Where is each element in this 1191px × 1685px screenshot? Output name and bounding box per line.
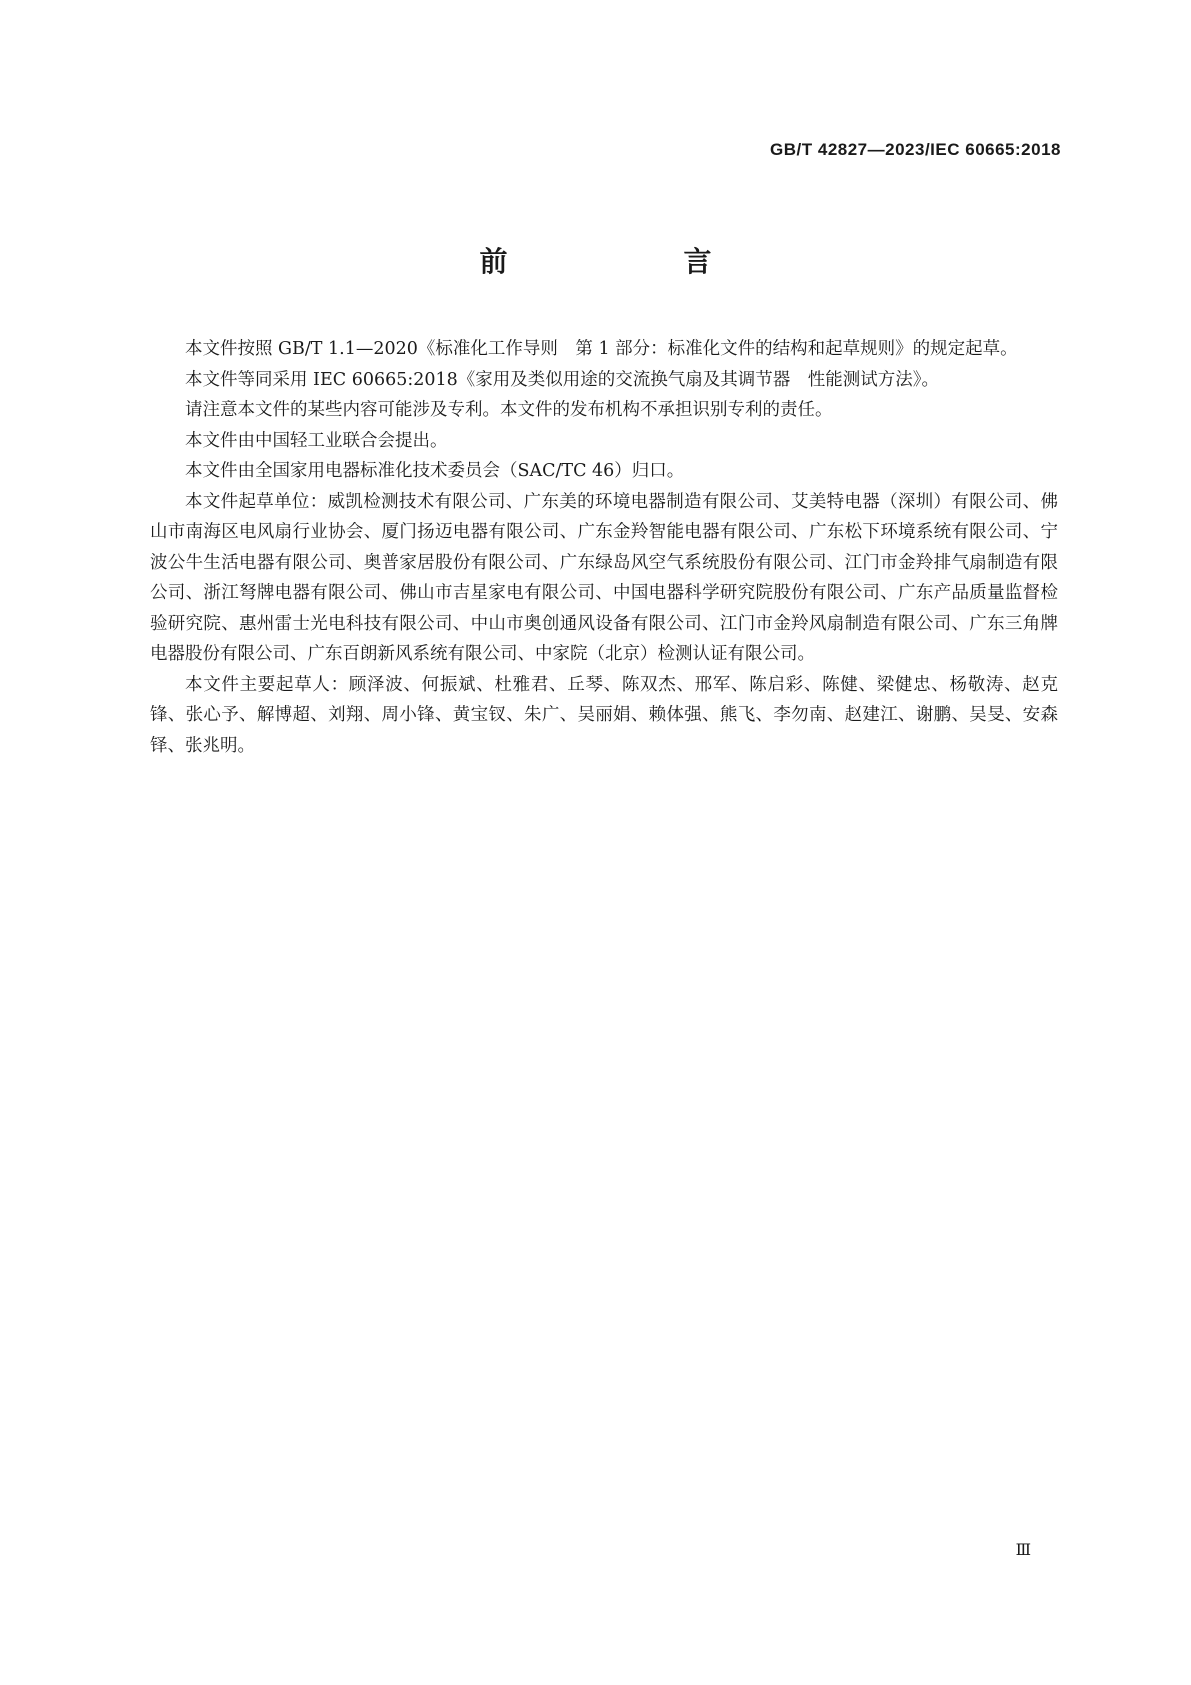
paragraph-drafting-organizations: 本文件起草单位：威凯检测技术有限公司、广东美的环境电器制造有限公司、艾美特电器（深圳）有限公司、佛山市南海区电风扇行业协会、厦门扬迈电器有限公司、广东金羚智能电器有限公司、广东松下环境系统有限公司、宁波公牛生活电器有限公司、奥普家居股份有限公司、广东绿岛风空气系统股份有限公司、江门市金羚排气扇制造有限公司、浙江弩牌电器有限公司、佛山市吉星家电有限公司、中国电器科学研究院股份有限公司、广东产品质量监督检验研究院、惠州雷士光电科技有限公司、中山市奥创通风设备有限公司、江门市金羚风扇制造有限公司、广东三角牌电器股份有限公司、广东百朗新风系统有限公司、中家院（北京）检测认证有限公司。 [150, 491, 1058, 664]
paragraph-drafters: 本文件主要起草人：顾泽波、何振斌、杜雅君、丘琴、陈双杰、邢军、陈启彩、陈健、梁健忠、杨敬涛、赵克锋、张心予、解博超、刘翔、周小锋、黄宝钗、朱广、吴丽娟、赖体强、熊飞、李勿南、赵建江、谢鹏、吴旻、安森铎、张兆明。 [150, 674, 1058, 756]
page-title: 前 言 [479, 245, 752, 278]
page-number: Ⅲ [1015, 1540, 1031, 1559]
paragraph-drafting-rules: 本文件按照 GB/T 1.1—2020《标准化工作导则 第 1 部分：标准化文件的结构和起草规则》的规定起草。 [185, 339, 1018, 359]
paragraph-technical-committee: 本文件由全国家用电器标准化技术委员会（SAC/TC 46）归口。 [185, 461, 685, 481]
paragraph-proposer: 本文件由中国轻工业联合会提出。 [185, 430, 448, 451]
paragraph-patent-notice: 请注意本文件的某些内容可能涉及专利。本文件的发布机构不承担识别专利的责任。 [185, 400, 833, 420]
foreword-body [150, 334, 1058, 761]
standard-number: GB/T 42827—2023/IEC 60665:2018 [770, 140, 1061, 159]
paragraph-adoption: 本文件等同采用 IEC 60665:2018《家用及类似用途的交流换气扇及其调节器 性能测试方法》。 [185, 369, 940, 390]
